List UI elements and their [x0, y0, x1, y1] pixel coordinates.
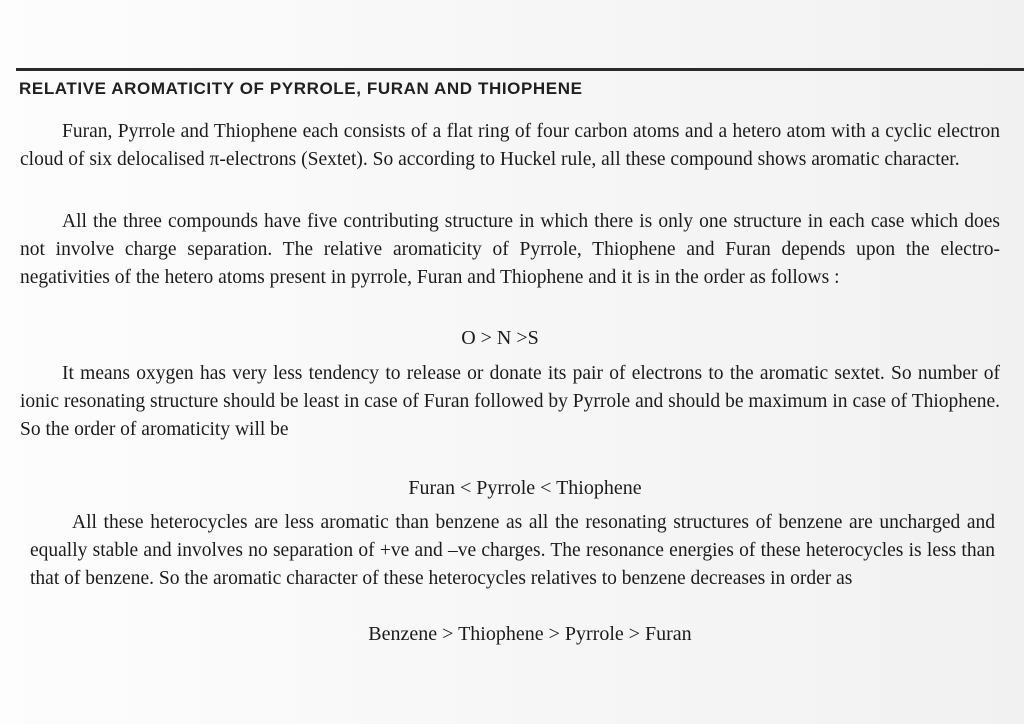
paragraph-intro: Furan, Pyrrole and Thiophene each consists of a flat ring of four carbon atoms and a hetero atom with a cyclic electron cloud of six delocalised π-electrons (Sextet). So according to Huckel rule, all these compound shows aromatic character. [20, 121, 1000, 170]
top-rule [16, 68, 1024, 71]
paragraph-benzene-comparison: All these heterocycles are less aromatic than benzene as all the resonating structures of benzene are uncharged and equally stable and involves no separation of +ve and –ve charges. The resonance energies of these heterocycles is less than that of benzene. So the aromatic character of these heterocycles relatives to benzene decreases in order as [30, 512, 995, 589]
section-heading: RELATIVE AROMATICITY OF PYRROLE, FURAN AND THIOPHENE [19, 79, 583, 98]
benzene-order: Benzene > Thiophene > Pyrrole > Furan [368, 623, 692, 645]
paragraph-contributing-structures: All the three compounds have five contributing structure in which there is only one structure in each case which does not involve charge separation. The relative aromaticity of Pyrrole, Thiophene and Furan depends upon the electro-negativities of the hetero atoms present in pyrrole, Furan and Thiophene and it is in the order as follows : [20, 211, 1000, 288]
paragraph-oxygen-tendency: It means oxygen has very less tendency to release or donate its pair of electrons to the aromatic sextet. So number of ionic resonating structure should be least in case of Furan followed by Pyrrole and should be maximum in case of Thiophene. So the order of aromaticity will be [20, 363, 1000, 440]
electronegativity-order: O > N >S [461, 327, 539, 349]
aromaticity-order: Furan < Pyrrole < Thiophene [408, 477, 642, 499]
